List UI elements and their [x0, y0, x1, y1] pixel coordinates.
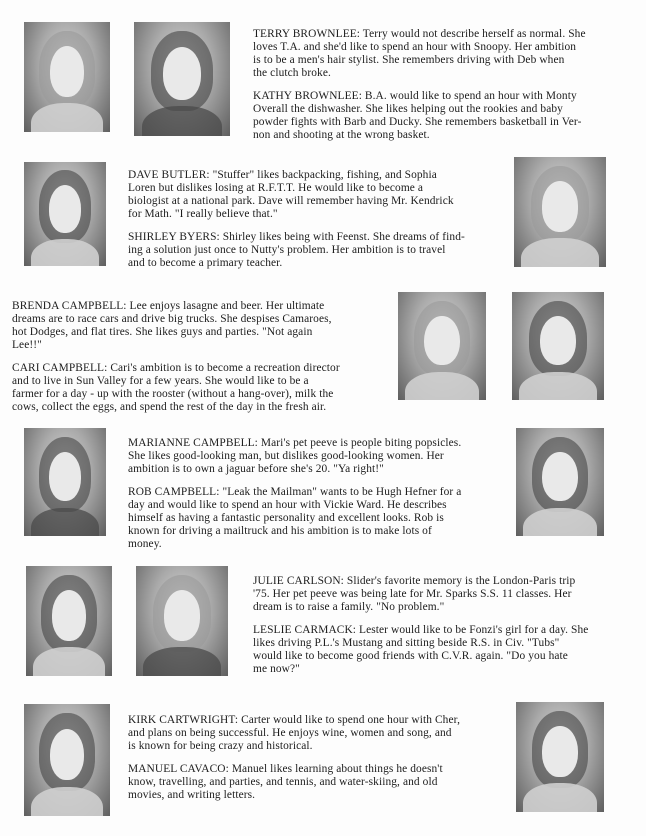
entry-leslie-carmack: LESLIE CARMACK: Lester would like to be Fonzi's girl for a day. She likes driving P.L.'s Mustang and sitting beside R.S. in Civ. "Tubs" would like to become good friends with C.V.R. again. "Do you hate me now?": [253, 624, 589, 675]
entries-block-6: [128, 714, 504, 812]
photo-kirk-cartwright: [24, 704, 110, 816]
entry-cari-campbell: CARI CAMPBELL: Cari's ambition is to become a recreation director and to live in Sun Valley for a few years. She would like to be a farmer for a day - up with the rooster (without a hang-over), milk the cows, collect the eggs, and spend the rest of the day in the fresh air.: [12, 362, 340, 413]
photo-brenda-campbell: [398, 292, 486, 400]
photo-shirley-byers: [514, 157, 606, 267]
entry-kathy-brownlee: KATHY BROWNLEE: B.A. would like to spend an hour with Monty Overall the dishwasher. She likes helping out the rookies and baby powder fights with Barb and Ducky. She remembers basketball in Ver- non and shooting at the wrong basket.: [253, 90, 582, 141]
photo-manuel-cavaco: [516, 702, 604, 812]
entry-marianne-campbell: MARIANNE CAMPBELL: Mari's pet peeve is people biting popsicles. She likes good-looking man, but dislikes good-looking women. Her ambition is to own a jaguar before she's 20. "Ya right!": [128, 437, 462, 475]
photo-terry-brownlee: [24, 22, 110, 132]
entries-block-5: [253, 575, 633, 686]
entry-manuel-cavaco: MANUEL CAVACO: Manuel likes learning about things he doesn't know, travelling, and parties, and tennis, and water-skiing, and old movies, and writing letters.: [128, 763, 443, 801]
entry-julie-carlson: JULIE CARLSON: Slider's favorite memory is the London-Paris trip '75. Her pet peeve was being late for Mr. Sparks S.S. 11 classes. Her dream is to raise a family. "No problem.": [253, 575, 576, 613]
photo-julie-carlson: [26, 566, 112, 676]
entries-block-2: [128, 169, 500, 280]
entries-block-4: [128, 437, 500, 561]
entry-terry-brownlee: TERRY BROWNLEE: Terry would not describe herself as normal. She loves T.A. and she'd like to spend an hour with Snoopy. Her ambition is to be a men's hair stylist. She remembers driving with Deb when the clutch broke.: [253, 28, 586, 79]
photo-leslie-carmack: [136, 566, 228, 676]
entry-rob-campbell: ROB CAMPBELL: "Leak the Mailman" wants to be Hugh Hefner for a day and would like to spend an hour with Vickie Ward. He describes himself as having a fantastic personality and excellent looks. Rob is known for driving a mailtruck and his ambition is to make lots of money.: [128, 486, 462, 550]
photo-dave-butler: [24, 162, 106, 266]
entry-dave-butler: DAVE BUTLER: "Stuffer" likes backpacking, fishing, and Sophia Loren but dislikes losing at R.F.T.T. He would like to become a biologist at a national park. Dave will remember having Mr. Kendrick for Math. "I really believe that.": [128, 169, 454, 220]
entry-kirk-cartwright: KIRK CARTWRIGHT: Carter would like to spend one hour with Cher, and plans on being successful. He enjoys wine, women and song, and is known for being crazy and historical.: [128, 714, 461, 752]
entry-shirley-byers: SHIRLEY BYERS: Shirley likes being with Feenst. She dreams of find- ing a solution just once to Nutty's problem. Her ambition is to travel and to become a primary teacher.: [128, 231, 465, 269]
photo-kathy-brownlee: [134, 22, 230, 136]
photo-rob-campbell: [516, 428, 604, 536]
entry-brenda-campbell: BRENDA CAMPBELL: Lee enjoys lasagne and beer. Her ultimate dreams are to race cars and drive big trucks. She despises Camaroes, hot Dodges, and flat tires. She likes guys and parties. "Not again Lee!!": [12, 300, 332, 351]
entries-block-3: [12, 300, 390, 424]
photo-cari-campbell: [512, 292, 604, 400]
photo-marianne-campbell: [24, 428, 106, 536]
entries-block-1: [253, 28, 633, 152]
